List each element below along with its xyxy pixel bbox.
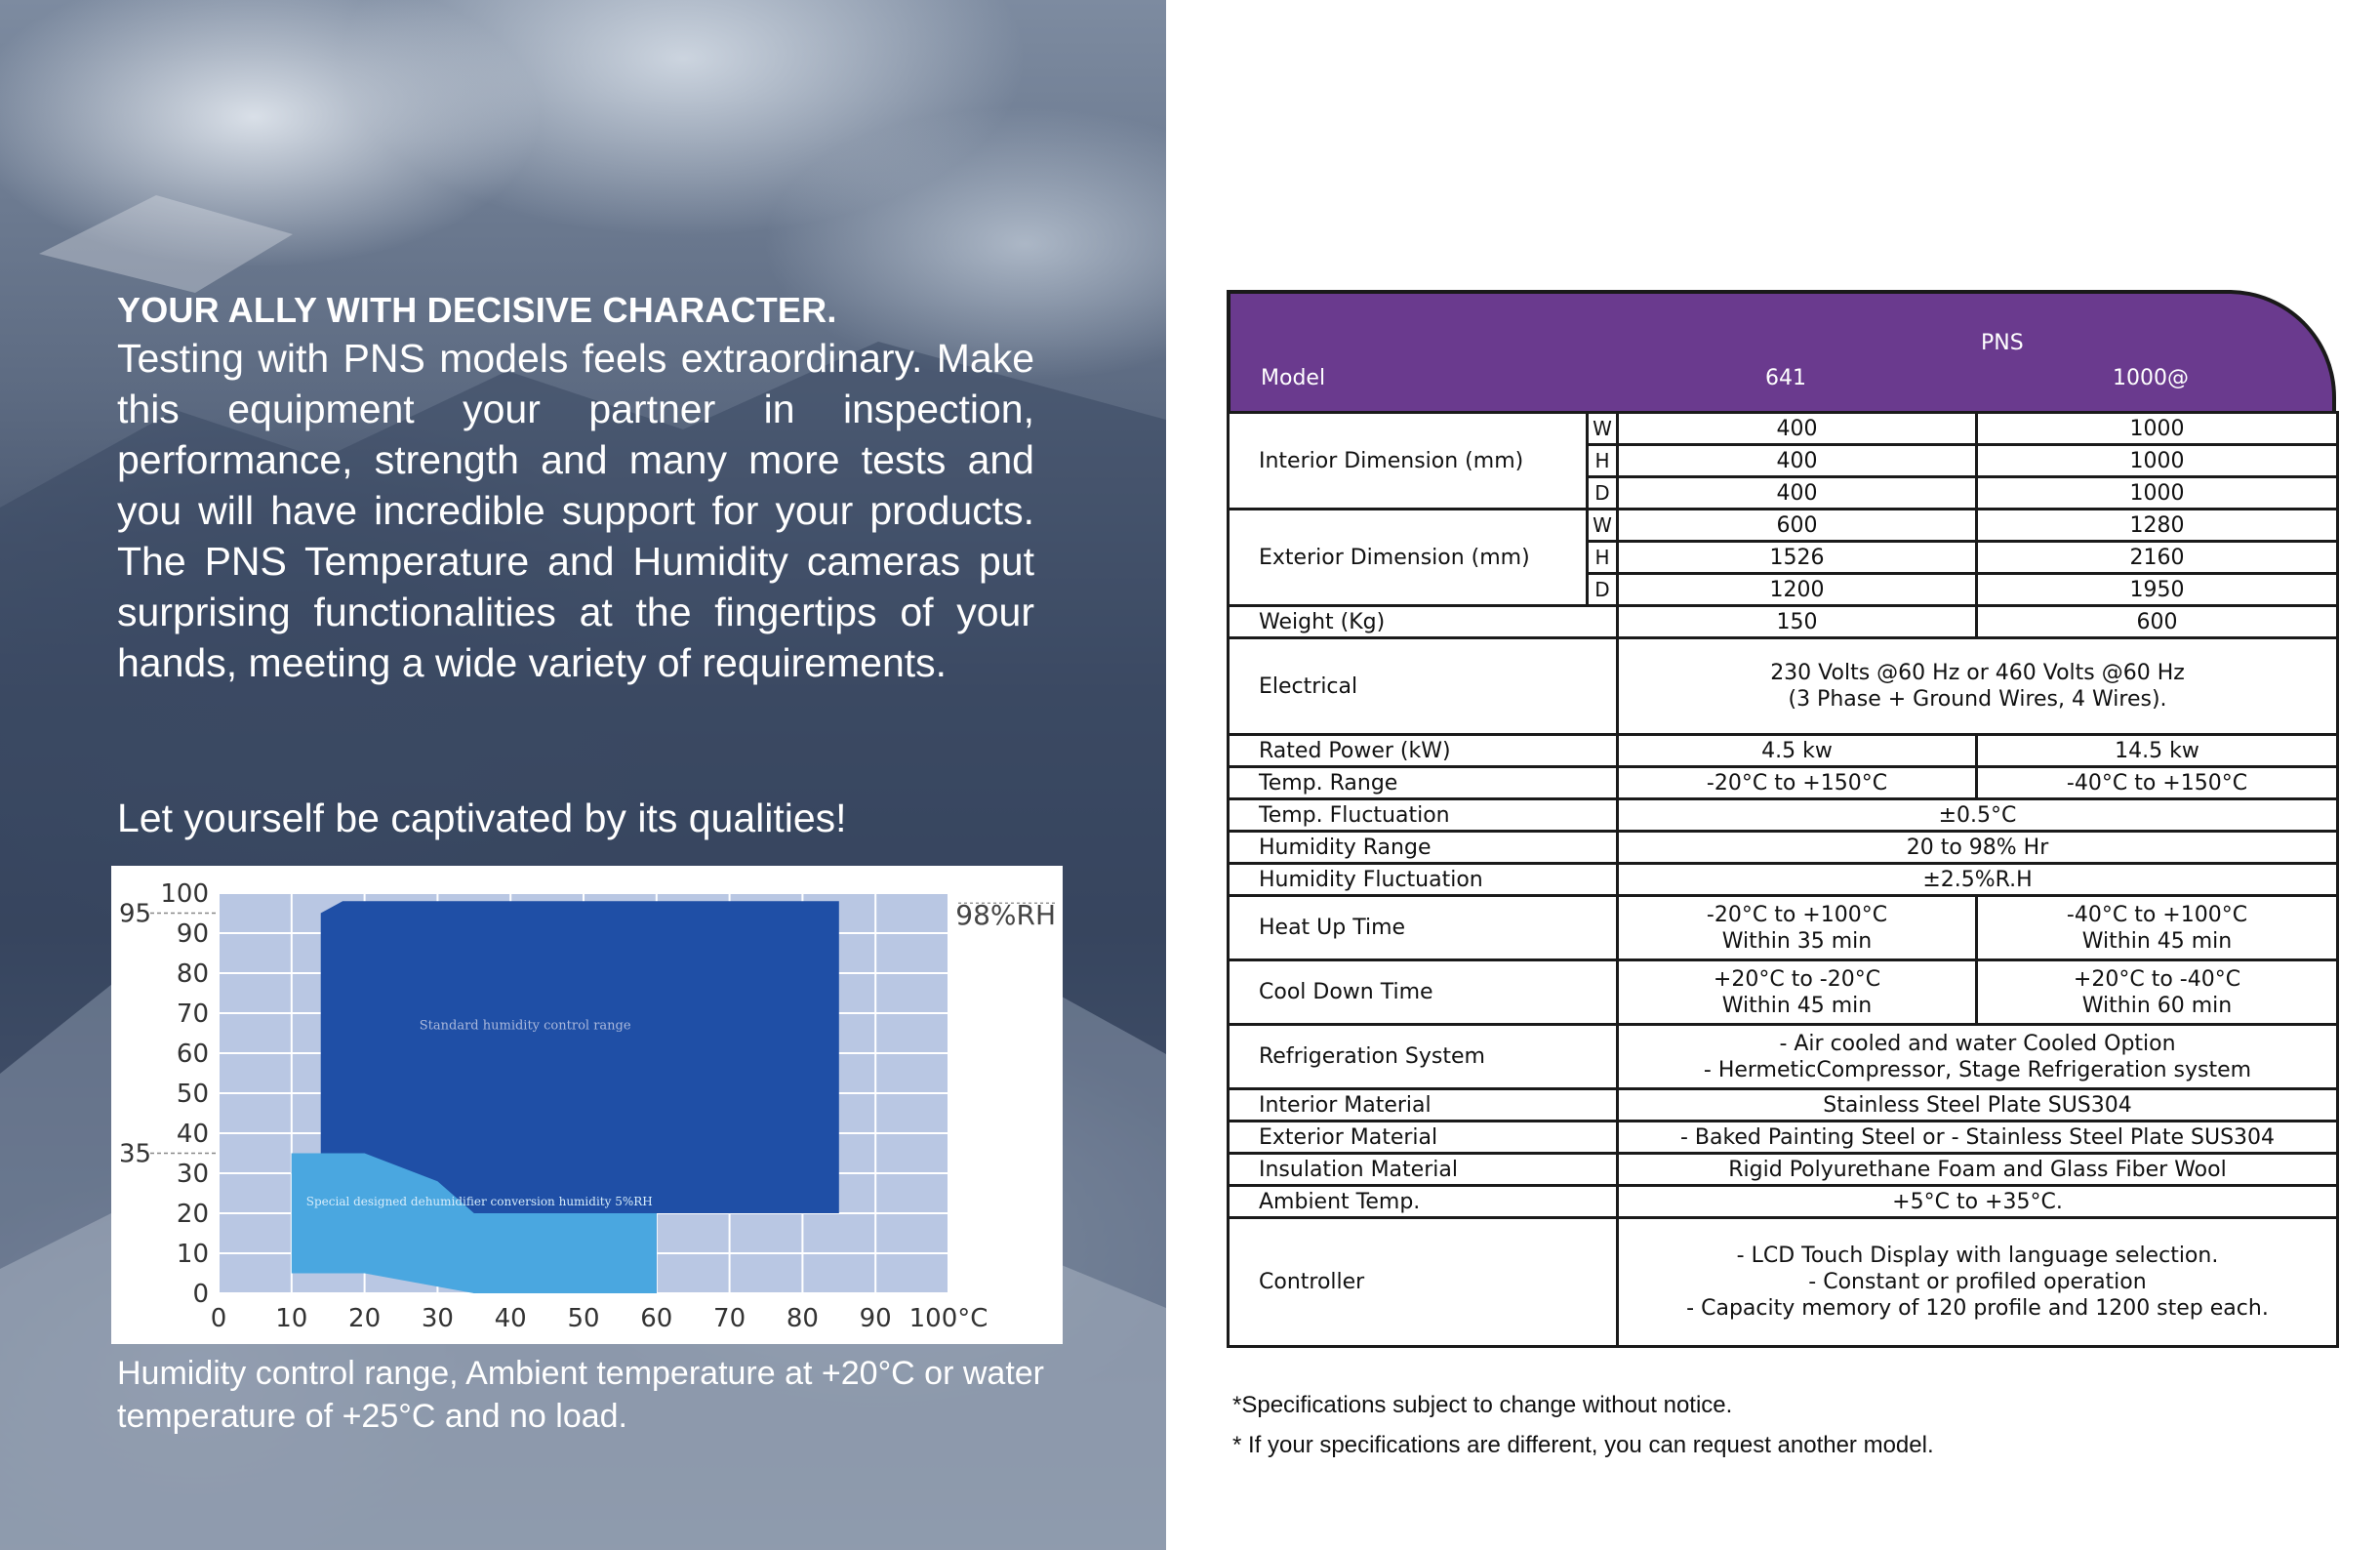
cell-value: 1950 <box>1977 574 2338 606</box>
electrical-line-2: (3 Phase + Ground Wires, 4 Wires). <box>1788 687 2167 712</box>
cell-value: 400 <box>1618 477 1977 510</box>
cell-value <box>1618 1025 2338 1089</box>
table-row <box>1229 960 2338 1025</box>
dim-letter: W <box>1588 413 1618 445</box>
dim-letter: H <box>1588 445 1618 477</box>
row-label: Rated Power (kW) <box>1229 735 1618 767</box>
cell-value: 150 <box>1618 606 1977 638</box>
cool-down-641-range: +20°C to -20°C <box>1713 966 1881 992</box>
x-tick-label: 40 <box>494 1304 527 1333</box>
x-tick-label: 10 <box>275 1304 308 1333</box>
row-label: Humidity Fluctuation <box>1229 864 1618 896</box>
footnote-2: * If your specifications are different, you can request another model. <box>1232 1432 1934 1458</box>
controller-line-3: - Capacity memory of 120 profile and 1200 step each. <box>1686 1296 2269 1321</box>
table-row <box>1229 735 2338 767</box>
cell-value: 600 <box>1618 510 1977 542</box>
tagline: Let yourself be captivated by its qualities! <box>117 795 847 840</box>
row-label: Refrigeration System <box>1229 1025 1618 1089</box>
cell-value: 400 <box>1618 445 1977 477</box>
cell-value: +5°C to +35°C. <box>1618 1186 2338 1218</box>
x-tick-label: 90 <box>859 1304 892 1333</box>
cell-value <box>1977 960 2338 1025</box>
table-row <box>1229 767 2338 799</box>
cell-value <box>1977 896 2338 960</box>
cell-value <box>1618 960 1977 1025</box>
row-label: Electrical <box>1229 638 1618 735</box>
table-row <box>1229 638 2338 735</box>
row-label: Insulation Material <box>1229 1154 1618 1186</box>
cell-value: Stainless Steel Plate SUS304 <box>1618 1089 2338 1122</box>
heat-up-641-range: -20°C to +100°C <box>1706 902 1888 927</box>
row-label: Controller <box>1229 1218 1618 1347</box>
cell-value: Rigid Polyurethane Foam and Glass Fiber Wool <box>1618 1154 2338 1186</box>
table-row <box>1229 1122 2338 1154</box>
cell-value: 1000 <box>1977 445 2338 477</box>
x-tick-label: 60 <box>640 1304 673 1333</box>
table-row <box>1229 510 2338 542</box>
dim-letter: D <box>1588 477 1618 510</box>
intro-text-block <box>117 288 1034 688</box>
x-tick-label: 70 <box>713 1304 746 1333</box>
intro-heading: YOUR ALLY WITH DECISIVE CHARACTER. <box>117 290 837 330</box>
y-tick-label: 60 <box>176 1040 209 1069</box>
table-header <box>1227 290 2336 411</box>
heat-up-1000-time: Within 45 min <box>2081 928 2233 954</box>
row-label: Humidity Range <box>1229 832 1618 864</box>
table-row <box>1229 1218 2338 1347</box>
refrigeration-line-1: - Air cooled and water Cooled Option <box>1779 1031 2176 1056</box>
cell-value: 4.5 kw <box>1618 735 1977 767</box>
cell-value: -20°C to +150°C <box>1618 767 1977 799</box>
y-tick-label: 80 <box>176 959 209 989</box>
mountain-background <box>0 0 1166 1550</box>
region-label-standard: Standard humidity control range <box>419 1018 631 1034</box>
refrigeration-line-2: - HermeticCompressor, Stage Refrigeration system <box>1703 1057 2252 1082</box>
cell-value: - Baked Painting Steel or - Stainless Steel Plate SUS304 <box>1618 1122 2338 1154</box>
specification-table <box>1227 290 2336 1348</box>
row-label: Temp. Range <box>1229 767 1618 799</box>
header-group-label: PNS <box>1981 331 2024 355</box>
region-label-special: Special designed dehumidifier conversion humidity 5%RH <box>305 1194 653 1208</box>
cell-value: 1280 <box>1977 510 2338 542</box>
cell-value: 14.5 kw <box>1977 735 2338 767</box>
footnote-1: *Specifications subject to change without notice. <box>1232 1392 1733 1418</box>
table-row <box>1229 864 2338 896</box>
table-row <box>1229 1186 2338 1218</box>
row-label: Ambient Temp. <box>1229 1186 1618 1218</box>
electrical-line-1: 230 Volts @60 Hz or 460 Volts @60 Hz <box>1770 661 2185 685</box>
humidity-chart-svg <box>111 866 1063 1344</box>
row-label: Exterior Material <box>1229 1122 1618 1154</box>
cool-down-1000-time: Within 60 min <box>2081 993 2233 1018</box>
cell-value: -40°C to +150°C <box>1977 767 2338 799</box>
row-label: Interior Dimension (mm) <box>1229 413 1588 510</box>
header-model-641: 641 <box>1765 366 1806 390</box>
table-row <box>1229 1025 2338 1089</box>
table-row <box>1229 832 2338 864</box>
table-row <box>1229 896 2338 960</box>
intro-paragraph: Testing with PNS models feels extraordinary. Make this equipment your partner in inspection, performance, strength and many more tests and you will have incredible support for your products. The PNS Temperature and Humidity cameras put surprising functionalities at the fingertips of your hands, meeting a wide variety of requirements. <box>117 336 1034 685</box>
heat-up-641-time: Within 35 min <box>1721 928 1873 954</box>
dim-letter: D <box>1588 574 1618 606</box>
humidity-chart <box>111 866 1063 1344</box>
footnotes <box>1232 1385 1934 1465</box>
header-model-label: Model <box>1261 366 1326 390</box>
y-tick-label: 0 <box>192 1280 209 1309</box>
table-row <box>1229 1154 2338 1186</box>
y-tick-label: 70 <box>176 999 209 1029</box>
y-marker-label: 35 <box>119 1139 152 1169</box>
chart-caption: Humidity control range, Ambient temperature at +20°C or water temperature of +25°C and no load. <box>117 1355 1044 1435</box>
x-tick-label: 100°C <box>908 1304 988 1333</box>
cell-value: 1200 <box>1618 574 1977 606</box>
table-row <box>1229 799 2338 832</box>
cell-value: 1526 <box>1618 542 1977 574</box>
dim-letter: H <box>1588 542 1618 574</box>
y-tick-label: 50 <box>176 1080 209 1109</box>
x-tick-label: 50 <box>567 1304 600 1333</box>
cell-value: ±0.5°C <box>1618 799 2338 832</box>
x-tick-label: 30 <box>421 1304 454 1333</box>
y-tick-label: 90 <box>176 919 209 949</box>
dim-letter: W <box>1588 510 1618 542</box>
table-row <box>1229 606 2338 638</box>
row-label: Exterior Dimension (mm) <box>1229 510 1588 606</box>
cell-value <box>1618 896 1977 960</box>
spec-table-body <box>1227 411 2339 1348</box>
row-label: Cool Down Time <box>1229 960 1618 1025</box>
cell-value: 600 <box>1977 606 2338 638</box>
cell-value: 20 to 98% Hr <box>1618 832 2338 864</box>
cell-value: ±2.5%R.H <box>1618 864 2338 896</box>
rh-annotation: 98%RH <box>955 899 1056 932</box>
row-label: Weight (Kg) <box>1229 606 1618 638</box>
cell-value: 2160 <box>1977 542 2338 574</box>
cell-value: 1000 <box>1977 413 2338 445</box>
row-label: Temp. Fluctuation <box>1229 799 1618 832</box>
x-tick-label: 20 <box>348 1304 382 1333</box>
y-tick-label: 30 <box>176 1160 209 1189</box>
controller-line-2: - Constant or profiled operation <box>1808 1270 2147 1294</box>
y-tick-label: 40 <box>176 1120 209 1149</box>
y-marker-label: 95 <box>119 899 152 929</box>
cell-value <box>1618 1218 2338 1347</box>
row-label: Heat Up Time <box>1229 896 1618 960</box>
y-tick-label: 100 <box>160 879 209 909</box>
table-row <box>1229 413 2338 445</box>
header-model-1000: 1000@ <box>2113 366 2189 390</box>
heat-up-1000-range: -40°C to +100°C <box>2066 902 2248 927</box>
x-tick-label: 80 <box>786 1304 819 1333</box>
controller-line-1: - LCD Touch Display with language selection. <box>1736 1244 2219 1268</box>
table-row <box>1229 1089 2338 1122</box>
cell-value: 400 <box>1618 413 1977 445</box>
y-tick-label: 10 <box>176 1240 209 1269</box>
cool-down-641-time: Within 45 min <box>1721 993 1873 1018</box>
x-tick-label: 0 <box>210 1304 227 1333</box>
cell-value: 1000 <box>1977 477 2338 510</box>
row-label: Interior Material <box>1229 1089 1618 1122</box>
y-tick-label: 20 <box>176 1200 209 1229</box>
cell-value <box>1618 638 2338 735</box>
cool-down-1000-range: +20°C to -40°C <box>2073 966 2241 992</box>
